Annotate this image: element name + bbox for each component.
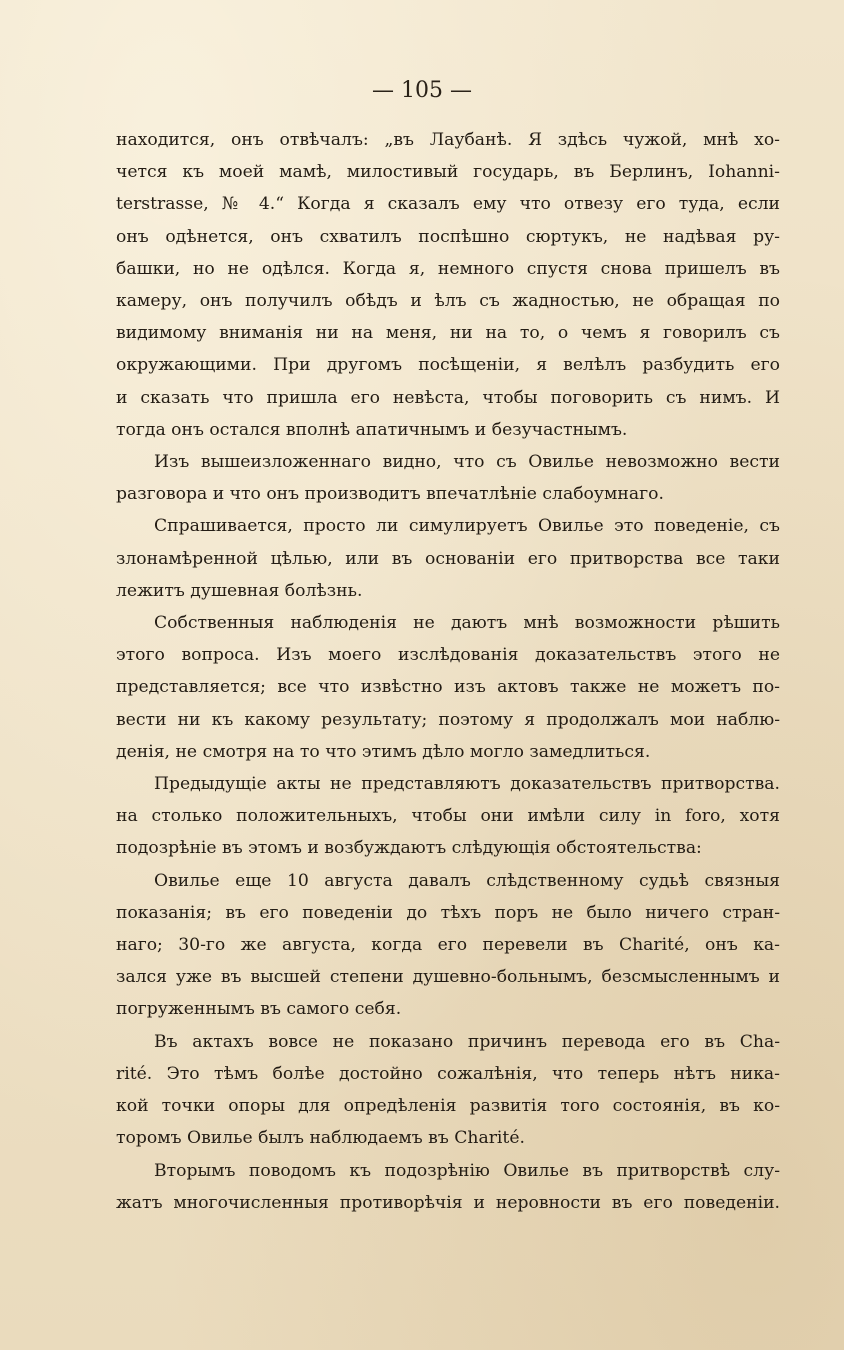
text-line: разговора и что онъ производитъ впечатлѣніе слабоумнаго.	[116, 484, 664, 505]
paragraph	[116, 768, 780, 865]
text-line: подозрѣніе въ этомъ и возбуждаютъ слѣдующія обстоятельства:	[116, 838, 702, 859]
text-line: камеру, онъ получилъ обѣдъ и ѣлъ съ жадностью, не обращая по	[116, 291, 780, 312]
text-line: башки, но не одѣлся. Когда я, немного спустя снова пришелъ въ	[116, 258, 780, 279]
text-line: лежитъ душевная болѣзнь.	[116, 580, 363, 601]
text-line: вести ни къ какому результату; поэтому я продолжалъ мои наблю-	[116, 709, 780, 730]
text-line: этого вопроса. Изъ моего изслѣдованія доказательствъ этого не	[116, 645, 780, 666]
paragraph	[116, 1026, 780, 1155]
paragraph	[116, 865, 780, 1026]
text-line: торомъ Овилье былъ наблюдаемъ въ Charité.	[116, 1128, 525, 1149]
text-line: Овилье еще 10 августа давалъ слѣдственному судьѣ связныя	[154, 870, 780, 891]
page-number: — 105 —	[372, 78, 472, 103]
text-line: Собственныя наблюденія не даютъ мнѣ возможности рѣшить	[154, 613, 780, 634]
text-line: онъ одѣнется, онъ схватилъ поспѣшно сюртукъ, не надѣвая ру-	[116, 226, 780, 247]
text-line: денія, не смотря на то что этимъ дѣло могло замедлиться.	[116, 741, 651, 762]
text-line: чется къ моей мамѣ, милостивый государь, въ Берлинъ, Iohanni-	[116, 162, 780, 183]
text-line: Вторымъ поводомъ къ подозрѣнію Овилье въ притворствѣ слу-	[154, 1160, 780, 1181]
text-line: окружающими. При другомъ посѣщеніи, я велѣлъ разбудить его	[116, 355, 780, 376]
text-line: жатъ многочисленныя противорѣчія и неровности въ его поведеніи.	[116, 1192, 780, 1213]
paragraph	[116, 1155, 780, 1219]
text-line: Въ актахъ вовсе не показано причинъ перевода его въ Cha-	[154, 1031, 780, 1052]
text-line: злонамѣренной цѣлью, или въ основаніи его притворства все таки	[116, 548, 780, 569]
paragraph	[116, 124, 780, 446]
text-line: зался уже въ высшей степени душевно-больнымъ, безсмысленнымъ и	[116, 967, 780, 988]
text-line: Спрашивается, просто ли симулируетъ Овилье это поведеніе, съ	[154, 516, 780, 537]
text-line: terstrasse, № 4.“ Когда я сказалъ ему что отвезу его туда, если	[116, 194, 780, 215]
text-line: Предыдущіе акты не представляютъ доказательствъ притворства.	[154, 774, 780, 795]
text-line: тогда онъ остался вполнѣ апатичнымъ и безучастнымъ.	[116, 419, 628, 440]
text-line: кой точки опоры для опредѣленія развитія того состоянія, въ ко-	[116, 1096, 780, 1117]
paragraph	[116, 510, 780, 607]
text-line: Изъ вышеизложеннаго видно, что съ Овилье невозможно вести	[154, 452, 780, 473]
text-line: наго; 30-го же августа, когда его перевели въ Charité, онъ ка-	[116, 935, 780, 956]
text-line: rité. Это тѣмъ болѣе достойно сожалѣнія, что теперь нѣтъ ника-	[116, 1063, 780, 1084]
paragraph	[116, 446, 780, 510]
text-line: на столько положительныхъ, чтобы они имѣли силу in foro, хотя	[116, 806, 780, 827]
text-line: и сказать что пришла его невѣста, чтобы поговорить съ нимъ. И	[116, 387, 780, 408]
paragraph	[116, 607, 780, 768]
text-line: находится, онъ отвѣчалъ: „въ Лаубанѣ. Я здѣсь чужой, мнѣ хо-	[116, 130, 780, 150]
body-text	[116, 124, 780, 1219]
text-line: показанія; въ его поведеніи до тѣхъ поръ не было ничего стран-	[116, 902, 780, 923]
text-line: видимому вниманія ни на меня, ни на то, о чемъ я говорилъ съ	[116, 323, 780, 344]
text-line: погруженнымъ въ самого себя.	[116, 999, 402, 1020]
text-line: представляется; все что извѣстно изъ актовъ также не можетъ по-	[116, 677, 780, 698]
